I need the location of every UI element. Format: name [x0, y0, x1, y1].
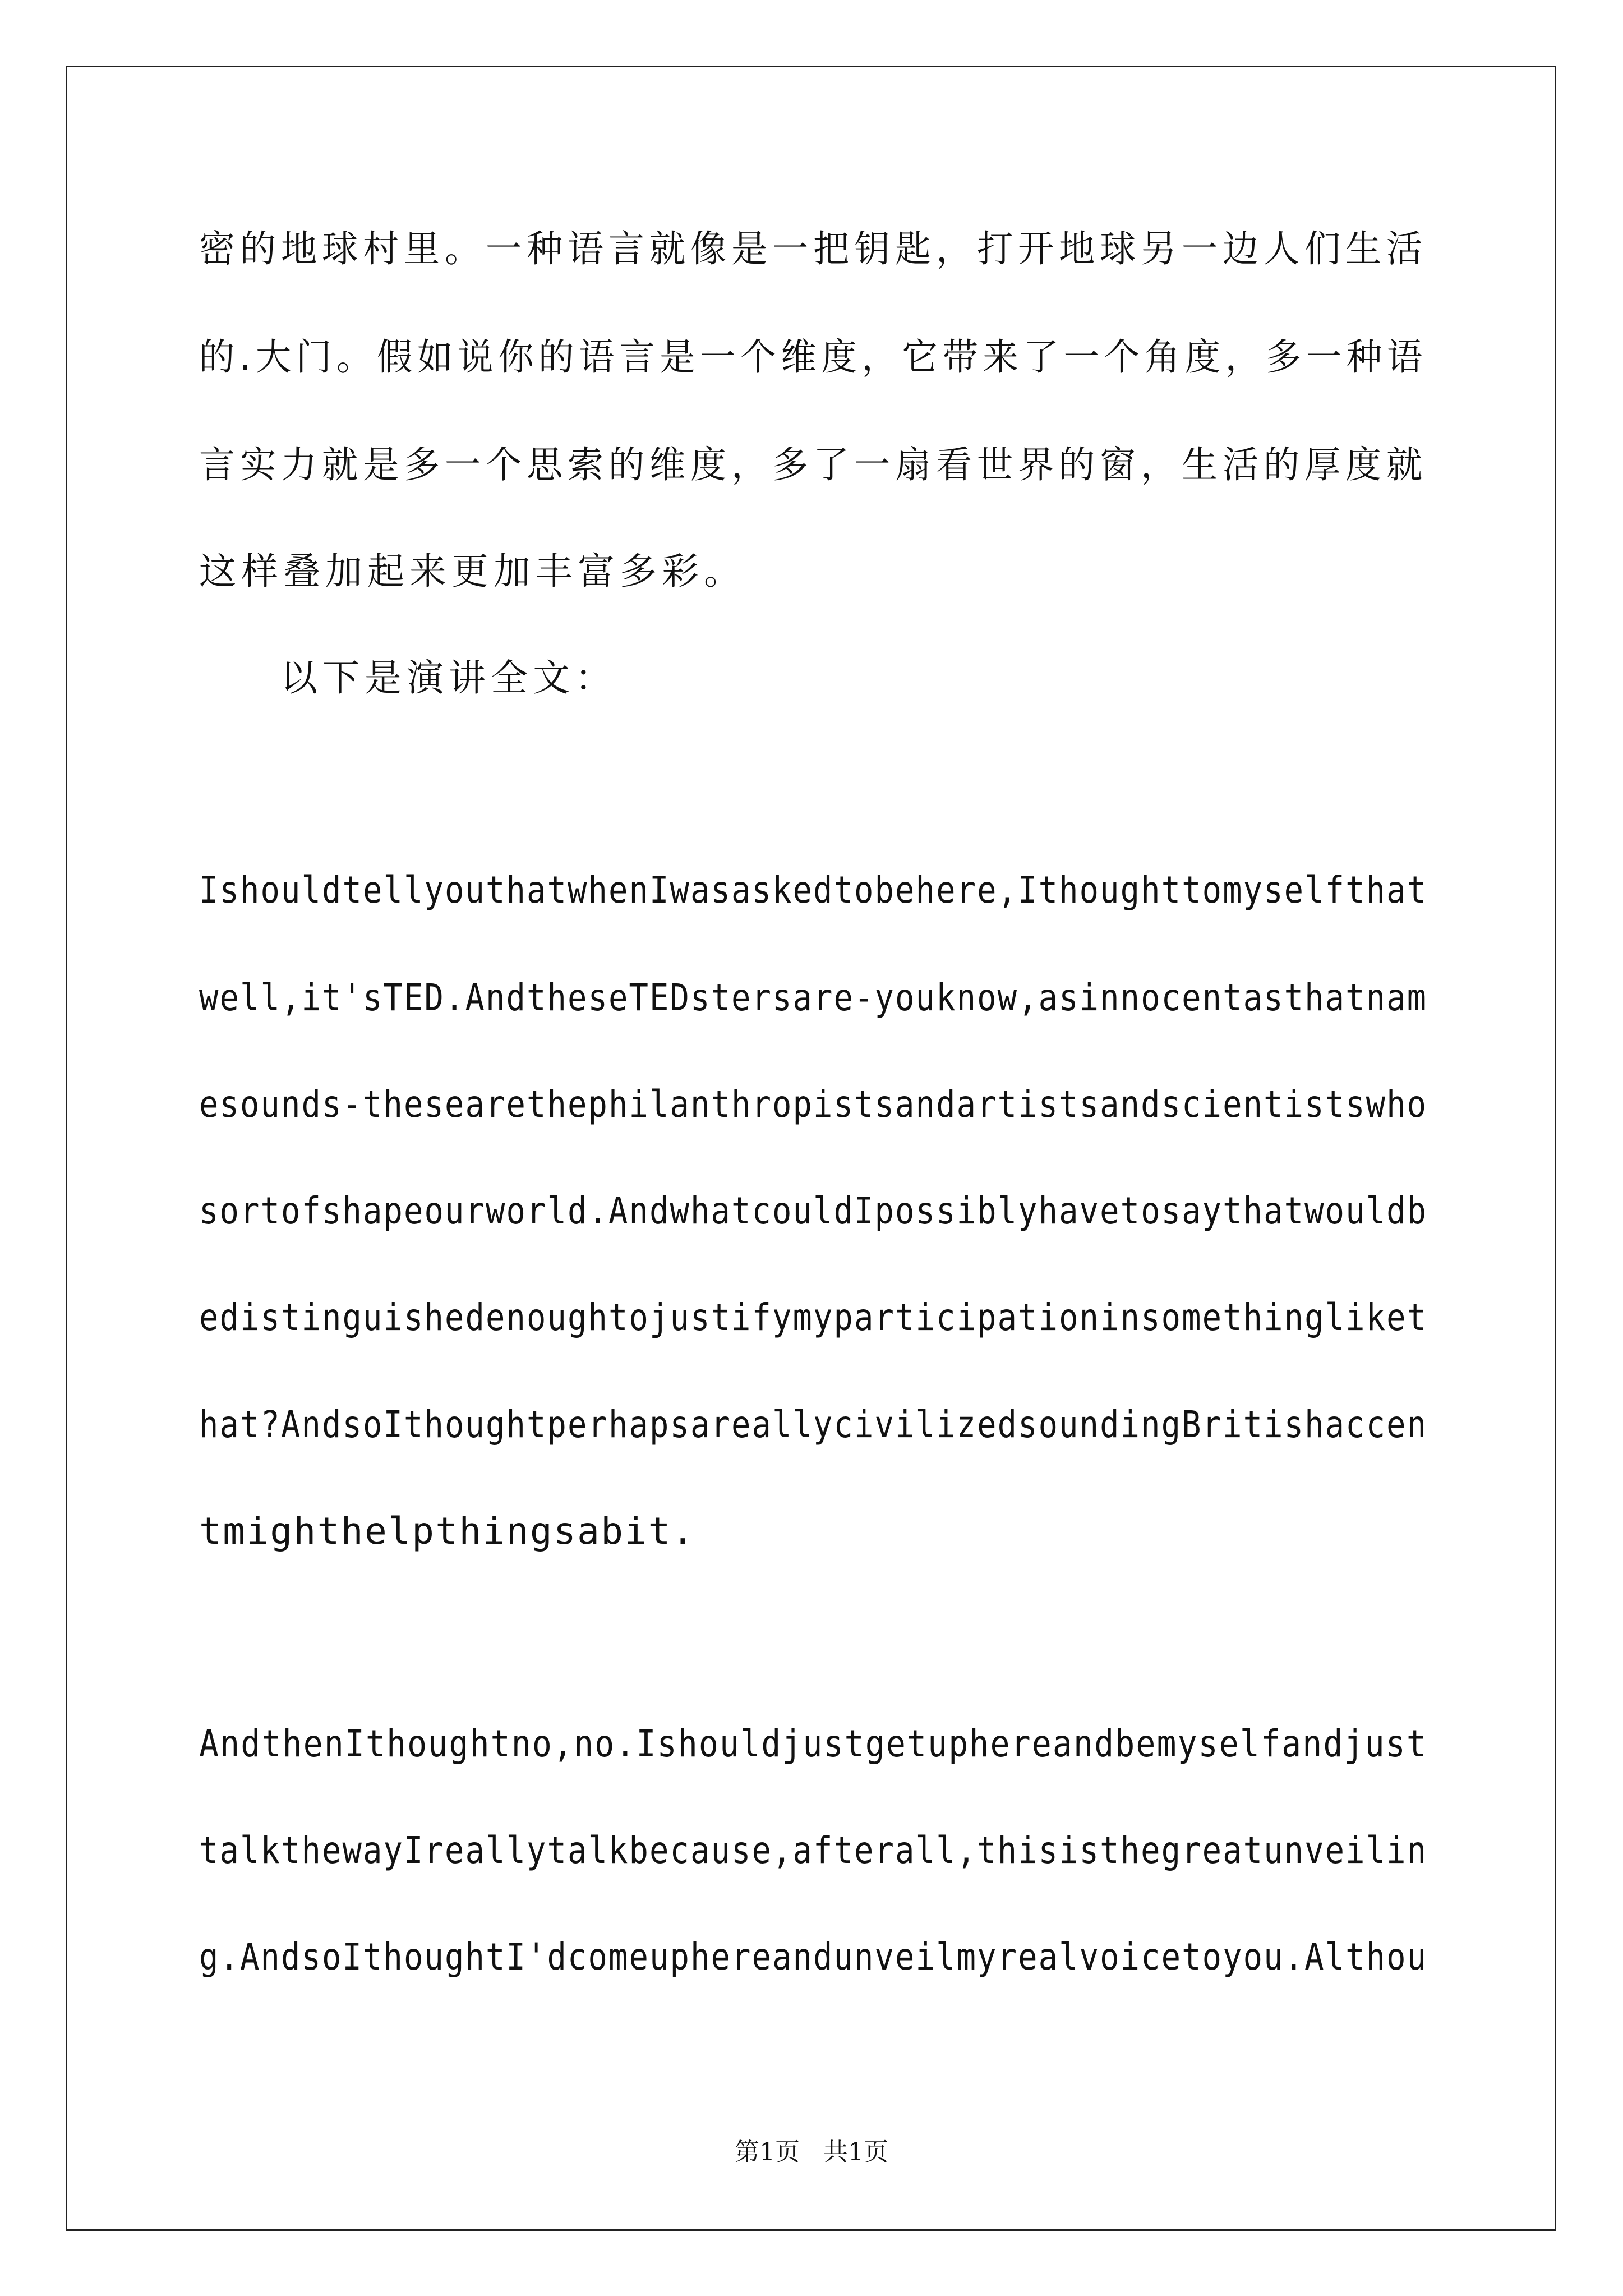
paragraph-cn-line-2: 的.大门。假如说你的语言是一个维度，它带来了一个角度，多一种语: [199, 335, 1427, 379]
paragraph-cn-line-1: 密的地球村里。一种语言就像是一把钥匙，打开地球另一边人们生活: [199, 227, 1427, 270]
paragraph-cn-line-4: 这样叠加起来更加丰富多彩。: [199, 550, 746, 593]
paragraph-en2-line-2: talkthewayIreallytalkbecause,afterall,thisisthegreatunveilin: [199, 1829, 1428, 1872]
paragraph-cn-line-3: 言实力就是多一个思索的维度，多了一扇看世界的窗，生活的厚度就: [199, 443, 1427, 486]
paragraph-en1-line-5: edistinguishedenoughtojustifymyparticipationinsomethingliket: [199, 1296, 1428, 1339]
paragraph-en1-line-6: hat?AndsoIthoughtperhapsareallycivilizedsoundingBritishaccen: [199, 1403, 1428, 1446]
page-number-footer: 第1页 共1页: [735, 2138, 888, 2166]
paragraph-en1-line-2: well,it'sTED.AndtheseTEDstersare-youknow,asinnocentasthatnam: [199, 976, 1428, 1019]
intro-line: 以下是演讲全文：: [280, 656, 617, 700]
paragraph-en2-line-3: g.AndsoIthoughtI'dcomeuphereandunveilmyrealvoicetoyou.Althou: [199, 1935, 1428, 1978]
page-border: [66, 66, 1556, 2231]
paragraph-en1-line-1: IshouldtellyouthatwhenIwasaskedtobehere,Ithoughttomyselfthat: [199, 868, 1428, 912]
paragraph-en1-line-3: esounds-thesearethephilanthropistsandartistsandscientistswho: [199, 1083, 1428, 1126]
paragraph-en1-line-7: tmighthelpthingsabit.: [199, 1510, 695, 1553]
paragraph-en2-line-1: AndthenIthoughtno,no.Ishouldjustgetuphereandbemyselfandjust: [199, 1722, 1427, 1765]
paragraph-en1-line-4: sortofshapeourworld.AndwhatcouldIpossiblyhavetosaythatwouldb: [199, 1189, 1428, 1232]
